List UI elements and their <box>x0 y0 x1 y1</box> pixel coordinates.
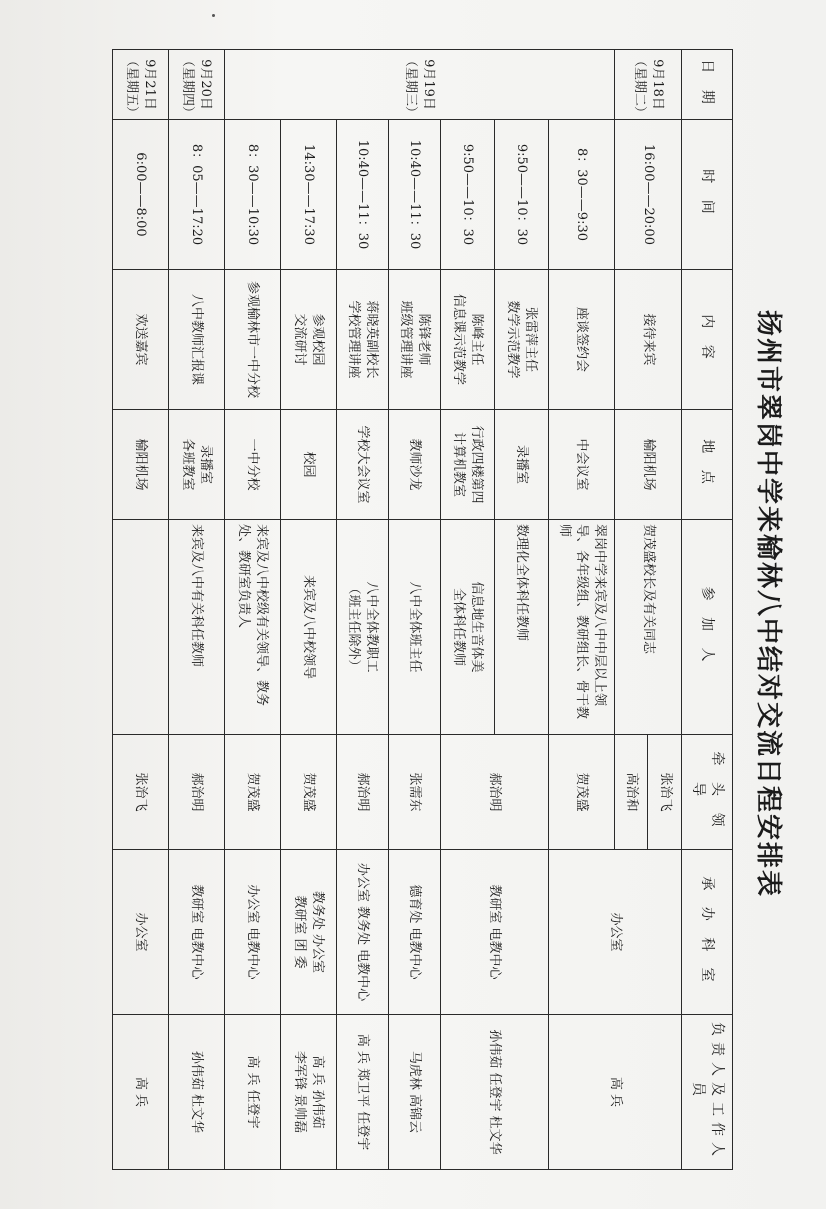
staff-cell: 高 兵 任登宇 <box>225 1015 281 1170</box>
table-row <box>389 50 441 1170</box>
time-cell: 10:40——11：30 <box>337 120 389 270</box>
leader-cell: 张治飞 高治和 <box>615 735 682 850</box>
table-row <box>495 50 549 1170</box>
content-cell: 蒋晓英副校长 学校管理讲座 <box>337 270 389 410</box>
content-cell: 陈锋老师 班级管理讲座 <box>389 270 441 410</box>
content-cell: 接待来宾 <box>615 270 682 410</box>
date-cell: 9月21日 （星期五） <box>113 50 169 120</box>
location-cell: 录播室 各班教室 <box>169 410 225 520</box>
office-cell: 办公室 <box>549 850 682 1015</box>
location-cell: 榆阳机场 <box>113 410 169 520</box>
content-cell: 参观校园 交流研讨 <box>281 270 337 410</box>
participants-cell: 数理化全体科任教师 <box>495 520 549 735</box>
content-cell: 八中教师汇报课 <box>169 270 225 410</box>
table-row <box>615 50 682 1170</box>
time-cell: 8：30——9:30 <box>549 120 615 270</box>
office-cell: 德育处 电教中心 <box>389 850 441 1015</box>
staff-cell: 高 兵 郑卫平 任登宇 <box>337 1015 389 1170</box>
header-office: 承 办 科 室 <box>682 850 733 1015</box>
header-location: 地 点 <box>682 410 733 520</box>
header-participants: 参 加 人 <box>682 520 733 735</box>
participants-cell: 翠岗中学来宾及八中中层以上领导、各年级组、教研组长、骨干教师 <box>549 520 615 735</box>
location-cell: 榆阳机场 <box>615 410 682 520</box>
participants-cell: 信息地生音体美 全体科任教师 <box>441 520 495 735</box>
table-row <box>281 50 337 1170</box>
staff-cell: 孙伟茹 杜文华 <box>169 1015 225 1170</box>
staff-cell: 高 兵 <box>549 1015 682 1170</box>
schedule-sheet <box>33 29 793 1179</box>
participants-cell: 来宾及八中校领导 <box>281 520 337 735</box>
table-row <box>169 50 225 1170</box>
header-staff: 负责人及工作人员 <box>682 1015 733 1170</box>
leader-cell: 张需东 <box>389 735 441 850</box>
leader-cell: 郝治明 <box>169 735 225 850</box>
office-cell: 教务处 办公室 教研室 团 委 <box>281 850 337 1015</box>
content-cell: 座谈签约会 <box>549 270 615 410</box>
participants-cell: 八中全体教职工 （班主任除外） <box>337 520 389 735</box>
staff-cell: 孙伟茹 任登宇 杜文华 <box>441 1015 549 1170</box>
time-cell: 10:40——11：30 <box>389 120 441 270</box>
participants-cell <box>113 520 169 735</box>
office-cell: 教研室 电教中心 <box>169 850 225 1015</box>
content-cell: 陈峰主任 信息课示范教学 <box>441 270 495 410</box>
schedule-table <box>112 49 733 1170</box>
content-cell: 欢送嘉宾 <box>113 270 169 410</box>
location-cell: 录播室 <box>495 410 549 520</box>
staff-cell: 高 兵 <box>113 1015 169 1170</box>
date-cell: 9月19日 （星期三） <box>225 50 615 120</box>
page-title: 扬州市翠岗中学来榆林八中结对交流日程安排表 <box>753 309 783 898</box>
participants-cell: 来宾及八中有关科任教师 <box>169 520 225 735</box>
participants-cell: 来宾及八中校级有关领导、教务处、教研室负责人 <box>225 520 281 735</box>
office-cell: 教研室 电教中心 <box>441 850 549 1015</box>
office-cell: 办公室 电教中心 <box>225 850 281 1015</box>
location-cell: 校园 <box>281 410 337 520</box>
header-leader: 牵 头 领 导 <box>682 735 733 850</box>
leader-cell: 郝治明 <box>337 735 389 850</box>
staff-cell: 马虎林 高锦云 <box>389 1015 441 1170</box>
leader-cell: 郝治明 <box>441 735 549 850</box>
header-time: 时 间 <box>682 120 733 270</box>
header-content: 内 容 <box>682 270 733 410</box>
leader-cell: 张治飞 <box>113 735 169 850</box>
time-cell: 6:00——8:00 <box>113 120 169 270</box>
content-cell: 参观榆林市一中分校 <box>225 270 281 410</box>
office-cell: 办公室 <box>113 850 169 1015</box>
office-cell: 办公室 教务处 电教中心 <box>337 850 389 1015</box>
staff-cell: 高 兵 孙伟茹 李军锋 景帅磊 <box>281 1015 337 1170</box>
location-cell: 行政四楼第四 计算机教室 <box>441 410 495 520</box>
time-cell: 9:50——10：30 <box>495 120 549 270</box>
table-row <box>337 50 389 1170</box>
content-cell: 张雷萍主任 数学示范教学 <box>495 270 549 410</box>
time-cell: 8：05——17:20 <box>169 120 225 270</box>
location-cell: 教师沙龙 <box>389 410 441 520</box>
time-cell: 14:30——17:30 <box>281 120 337 270</box>
scan-speck <box>212 14 215 17</box>
time-cell: 9:50——10：30 <box>441 120 495 270</box>
participants-cell: 八中全体班主任 <box>389 520 441 735</box>
leader-cell: 贺茂盛 <box>281 735 337 850</box>
location-cell: 中会议室 <box>549 410 615 520</box>
leader-cell: 贺茂盛 <box>549 735 615 850</box>
date-cell: 9月18日 （星期二） <box>615 50 682 120</box>
time-cell: 16:00——20:00 <box>615 120 682 270</box>
table-row <box>225 50 281 1170</box>
date-cell: 9月20日 （星期四） <box>169 50 225 120</box>
location-cell: 一中分校 <box>225 410 281 520</box>
time-cell: 8：30——10:30 <box>225 120 281 270</box>
header-row <box>682 50 733 1170</box>
participants-cell: 贺茂盛校长及有关同志 <box>615 520 682 735</box>
header-date: 日 期 <box>682 50 733 120</box>
leader-cell: 贺茂盛 <box>225 735 281 850</box>
table-row <box>113 50 169 1170</box>
location-cell: 学校大会议室 <box>337 410 389 520</box>
